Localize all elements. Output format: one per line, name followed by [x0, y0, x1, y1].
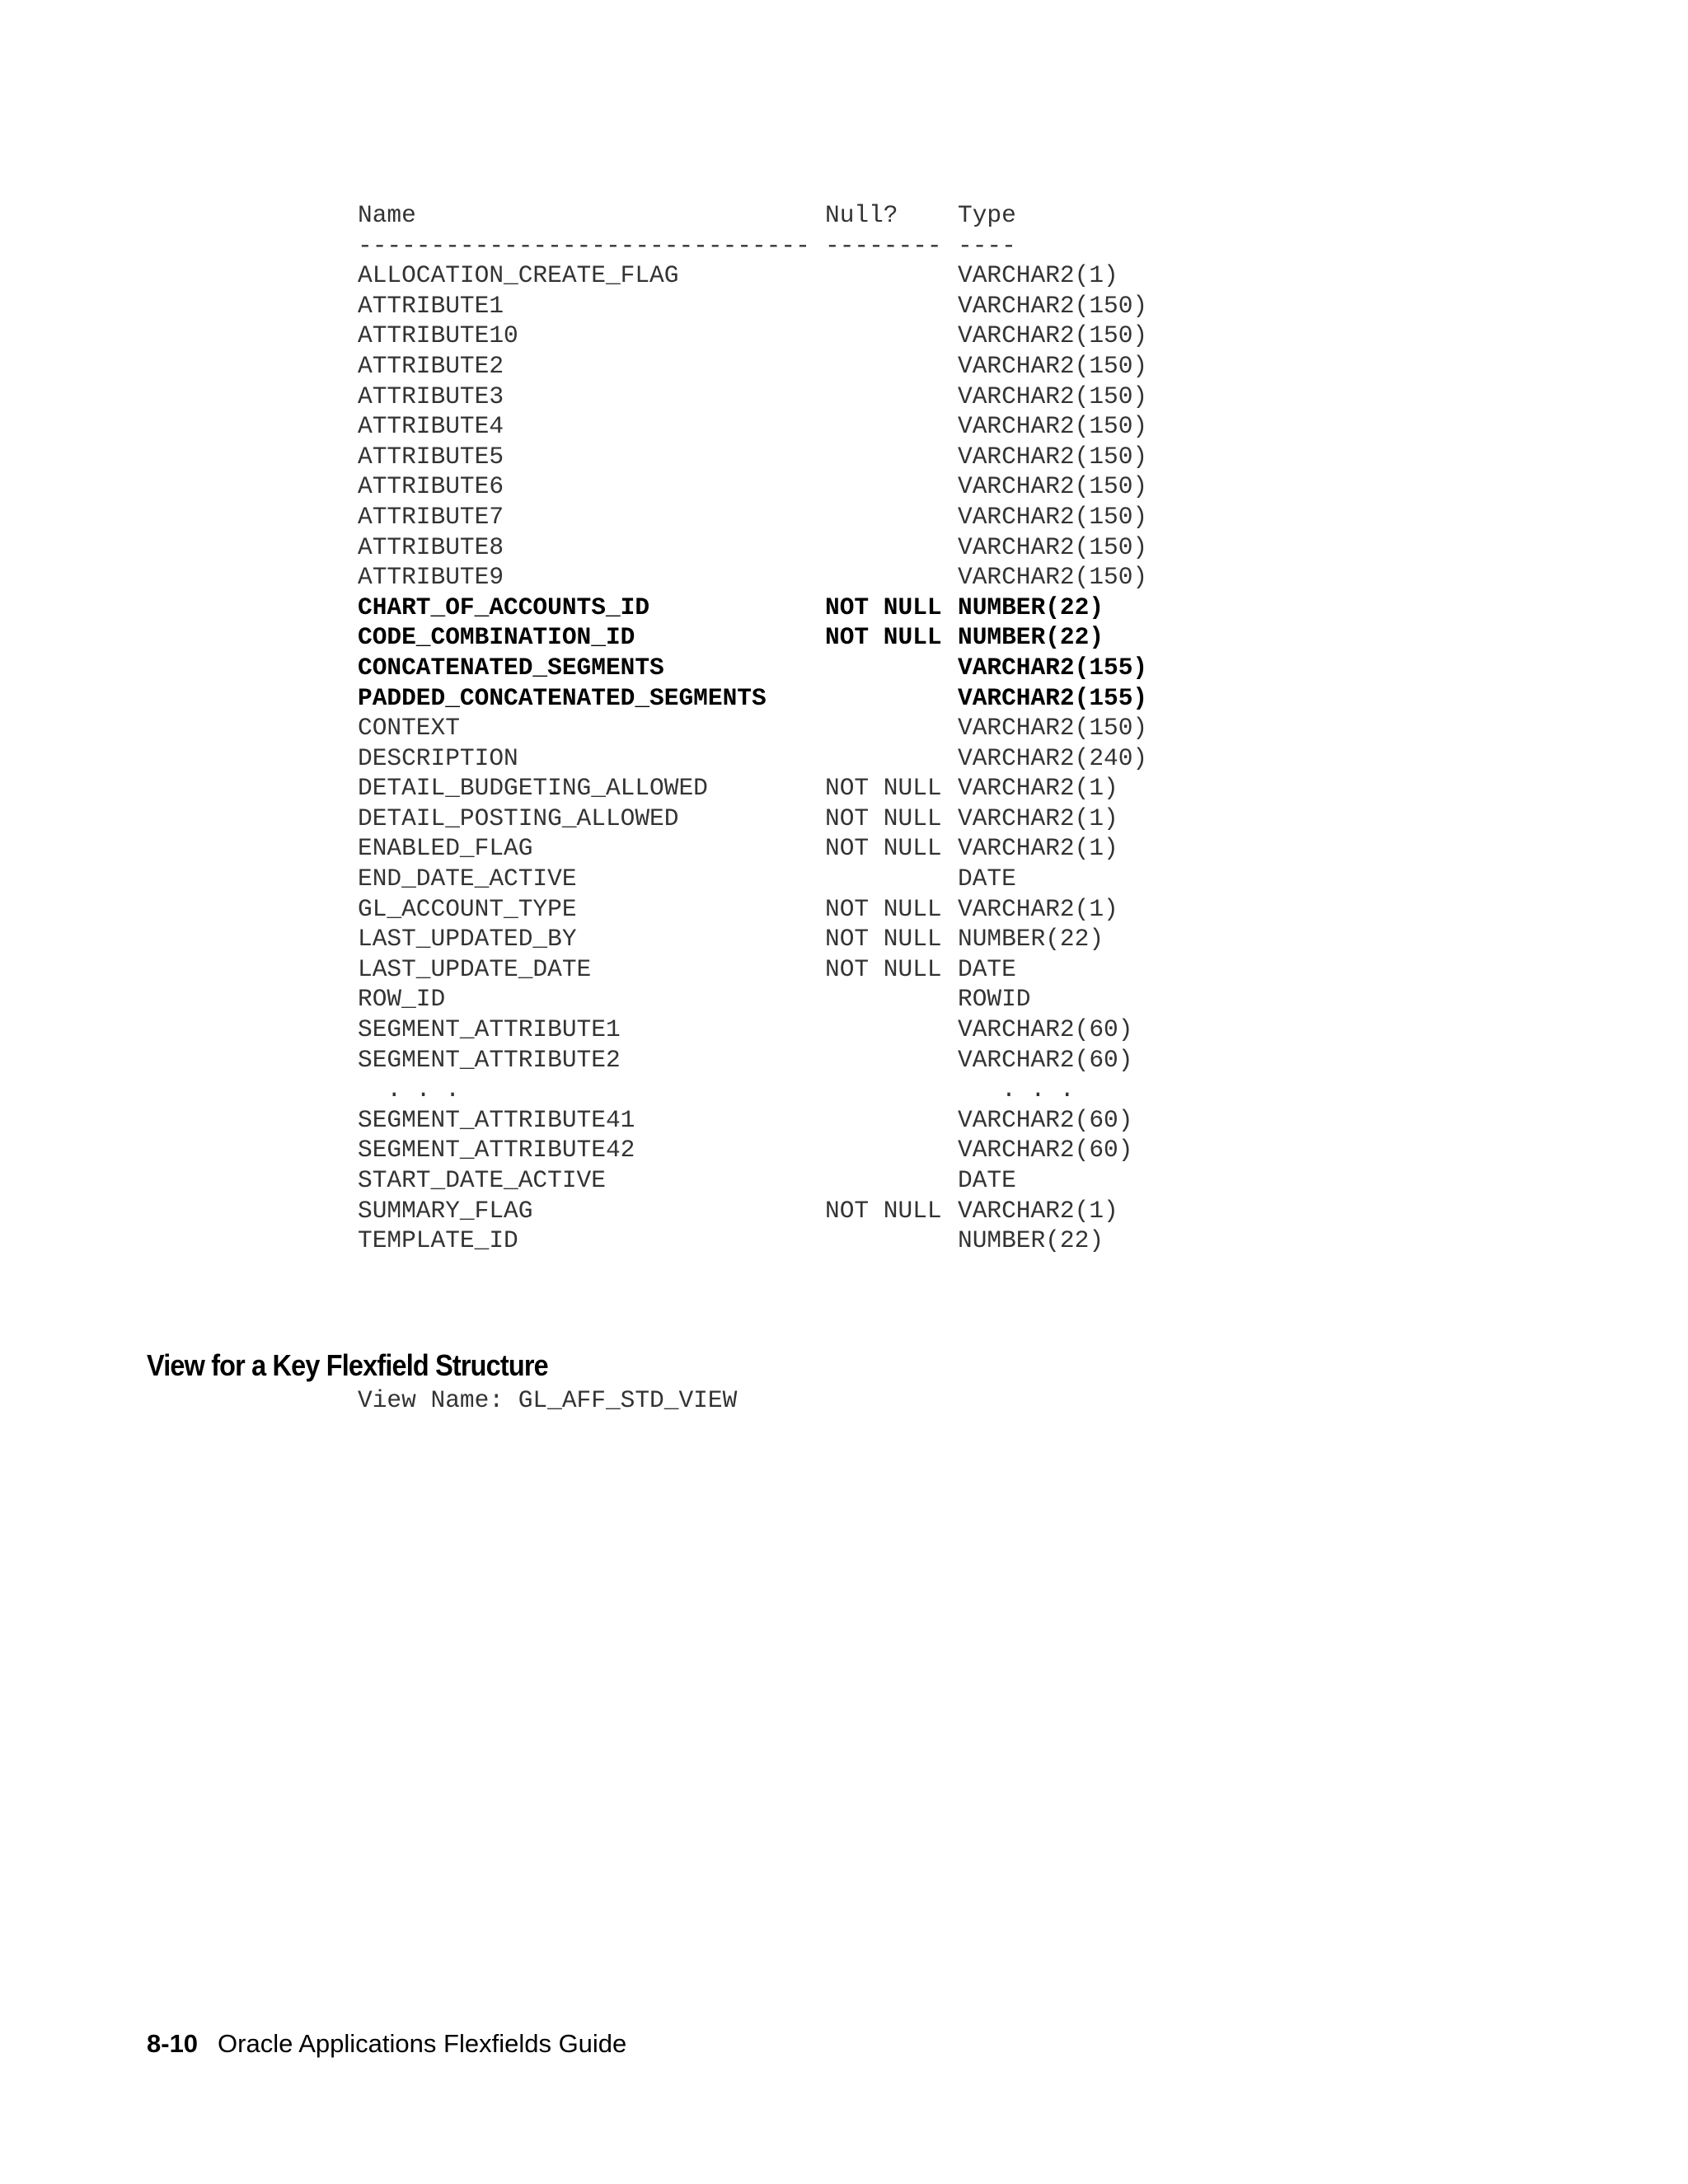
column-null [825, 864, 958, 894]
table-row [358, 532, 1172, 563]
column-null: NOT NULL [825, 834, 942, 863]
column-type: VARCHAR2(60) [958, 1045, 1133, 1074]
column-null [825, 1015, 958, 1045]
column-type: VARCHAR2(150) [958, 321, 1148, 350]
column-name: LAST_UPDATE_DATE [358, 954, 592, 983]
column-null [825, 442, 958, 472]
column-null: NOT NULL [825, 774, 942, 803]
column-null: NOT NULL [825, 954, 942, 983]
table-row [358, 804, 1172, 834]
column-null [825, 1165, 958, 1196]
column-type: NUMBER(22) [958, 1226, 1104, 1255]
table-row [358, 683, 1172, 714]
column-name: ATTRIBUTE1 [358, 291, 504, 320]
table-row [358, 471, 1172, 502]
column-null [825, 1045, 958, 1076]
column-null [825, 562, 958, 593]
column-type: VARCHAR2(1) [958, 261, 1118, 290]
page-footer [147, 2029, 626, 2059]
column-type: VARCHAR2(150) [958, 714, 1148, 743]
column-null [825, 743, 958, 774]
column-type: VARCHAR2(150) [958, 472, 1148, 501]
separator-type: ---- [958, 231, 1016, 260]
column-null: NOT NULL [825, 623, 942, 652]
table-row [358, 411, 1172, 442]
column-type: VARCHAR2(1) [958, 894, 1118, 923]
column-name: SEGMENT_ATTRIBUTE42 [358, 1136, 635, 1165]
table-row [358, 1045, 1172, 1076]
column-name: ENABLED_FLAG [358, 834, 533, 863]
table-row [358, 1165, 1172, 1196]
table-row [358, 1135, 1172, 1165]
table-row [358, 502, 1172, 532]
column-type: DATE [958, 1166, 1016, 1194]
table-row [358, 743, 1172, 774]
column-name: ATTRIBUTE4 [358, 412, 504, 441]
column-name: CHART_OF_ACCOUNTS_ID [358, 593, 650, 621]
column-type: VARCHAR2(155) [958, 653, 1148, 682]
table-row [358, 351, 1172, 382]
table-row [358, 1015, 1172, 1045]
column-type: VARCHAR2(150) [958, 412, 1148, 441]
page-number: 8-10 [147, 2029, 199, 2058]
header-type: Type [958, 201, 1016, 229]
column-name: ATTRIBUTE5 [358, 442, 504, 471]
header-name: Name [358, 201, 416, 229]
table-row [358, 653, 1172, 683]
column-name: PADDED_CONCATENATED_SEGMENTS [358, 683, 767, 712]
header-null: Null? [825, 201, 898, 229]
column-type: NUMBER(22) [958, 593, 1104, 621]
table-row [358, 773, 1172, 804]
table-row [358, 593, 1172, 623]
column-type: ROWID [958, 985, 1031, 1014]
column-name: ATTRIBUTE9 [358, 563, 504, 592]
column-type: VARCHAR2(60) [958, 1015, 1133, 1044]
separator-null: -------- [825, 231, 942, 260]
listing-header-row [358, 200, 1172, 231]
column-type: VARCHAR2(155) [958, 683, 1148, 712]
column-null [825, 713, 958, 743]
column-null [825, 683, 958, 714]
column-type: VARCHAR2(1) [958, 804, 1118, 832]
column-name: ATTRIBUTE8 [358, 532, 504, 561]
table-row [358, 321, 1172, 351]
column-type: DATE [958, 954, 1016, 983]
column-name: LAST_UPDATED_BY [358, 925, 577, 954]
column-name: SEGMENT_ATTRIBUTE2 [358, 1045, 621, 1074]
column-null [825, 532, 958, 563]
column-type: NUMBER(22) [958, 925, 1104, 954]
table-row [358, 894, 1172, 925]
column-type: VARCHAR2(150) [958, 291, 1148, 320]
column-type: VARCHAR2(60) [958, 1136, 1133, 1165]
column-type: VARCHAR2(1) [958, 1196, 1118, 1225]
book-title: Oracle Applications Flexfields Guide [218, 2029, 627, 2058]
column-type: VARCHAR2(150) [958, 532, 1148, 561]
column-null [825, 1135, 958, 1165]
listing-rows [358, 260, 1172, 1256]
table-row [358, 924, 1172, 954]
column-name: ROW_ID [358, 985, 446, 1014]
column-name: DETAIL_POSTING_ALLOWED [358, 804, 679, 832]
column-type: DATE [958, 865, 1016, 893]
table-row [358, 1075, 1172, 1105]
column-type: VARCHAR2(1) [958, 774, 1118, 803]
column-null [825, 471, 958, 502]
column-type: VARCHAR2(240) [958, 743, 1148, 772]
table-row [358, 954, 1172, 985]
column-null [825, 260, 958, 291]
table-row [358, 1105, 1172, 1136]
table-row [358, 382, 1172, 412]
column-name: DESCRIPTION [358, 743, 518, 772]
column-name: CONCATENATED_SEGMENTS [358, 653, 664, 682]
column-name: . . . [358, 1076, 460, 1104]
column-null [825, 411, 958, 442]
column-null: NOT NULL [825, 925, 942, 954]
table-row [358, 260, 1172, 291]
column-type: . . . [958, 1076, 1075, 1104]
column-name: CONTEXT [358, 714, 460, 743]
column-name: SEGMENT_ATTRIBUTE41 [358, 1105, 635, 1134]
column-type: VARCHAR2(150) [958, 382, 1148, 410]
column-name: END_DATE_ACTIVE [358, 865, 577, 893]
column-null: NOT NULL [825, 593, 942, 621]
column-null: NOT NULL [825, 804, 942, 832]
table-row [358, 984, 1172, 1015]
column-null [825, 653, 958, 683]
table-row [358, 442, 1172, 472]
table-row [358, 562, 1172, 593]
column-name: ATTRIBUTE6 [358, 472, 504, 501]
column-null [825, 1075, 958, 1105]
separator-name: ------------------------------- [358, 231, 810, 260]
column-type: VARCHAR2(150) [958, 502, 1148, 531]
column-name: CODE_COMBINATION_ID [358, 623, 635, 652]
column-name: DETAIL_BUDGETING_ALLOWED [358, 774, 708, 803]
listing-separator-row [358, 231, 1172, 261]
table-row [358, 833, 1172, 864]
column-name: SUMMARY_FLAG [358, 1196, 533, 1225]
column-null [825, 1226, 958, 1256]
column-name: SEGMENT_ATTRIBUTE1 [358, 1015, 621, 1044]
column-null [825, 291, 958, 321]
column-type: VARCHAR2(150) [958, 563, 1148, 592]
column-null: NOT NULL [825, 894, 942, 923]
view-name-line: View Name: GL_AFF_STD_VIEW [358, 1386, 738, 1414]
column-name: START_DATE_ACTIVE [358, 1166, 606, 1194]
column-null [825, 502, 958, 532]
column-name: GL_ACCOUNT_TYPE [358, 894, 577, 923]
column-null [825, 1105, 958, 1136]
column-name: TEMPLATE_ID [358, 1226, 518, 1255]
column-name: ALLOCATION_CREATE_FLAG [358, 261, 679, 290]
column-null [825, 382, 958, 412]
column-name: ATTRIBUTE10 [358, 321, 518, 350]
column-name: ATTRIBUTE7 [358, 502, 504, 531]
table-row [358, 1196, 1172, 1226]
column-listing [358, 200, 1172, 1256]
table-row [358, 622, 1172, 653]
table-row [358, 864, 1172, 894]
column-null [825, 351, 958, 382]
section-heading: View for a Key Flexfield Structure [147, 1348, 548, 1382]
column-name: ATTRIBUTE2 [358, 351, 504, 380]
column-type: VARCHAR2(150) [958, 442, 1148, 471]
column-type: VARCHAR2(150) [958, 351, 1148, 380]
column-type: VARCHAR2(60) [958, 1105, 1133, 1134]
table-row [358, 1226, 1172, 1256]
column-null [825, 321, 958, 351]
column-null: NOT NULL [825, 1196, 942, 1225]
table-row [358, 291, 1172, 321]
table-row [358, 713, 1172, 743]
column-null [825, 984, 958, 1015]
column-name: ATTRIBUTE3 [358, 382, 504, 410]
column-type: VARCHAR2(1) [958, 834, 1118, 863]
column-type: NUMBER(22) [958, 623, 1104, 652]
